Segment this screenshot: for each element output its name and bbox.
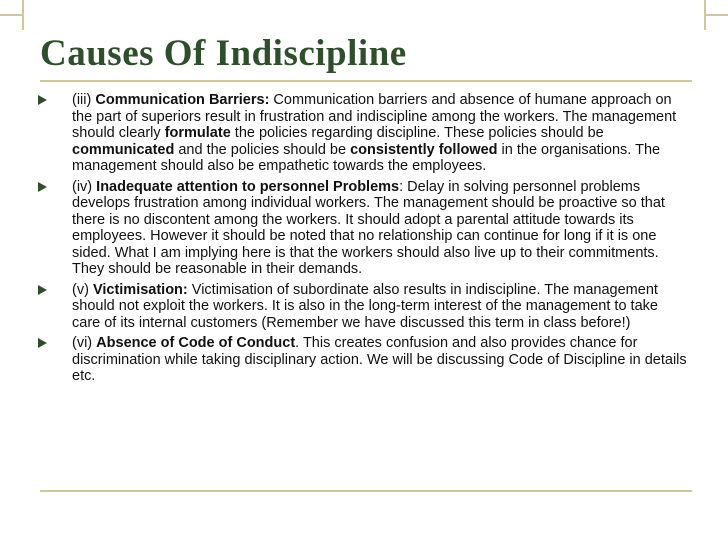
item-emphasis: communicated xyxy=(72,141,175,158)
item-emphasis: consistently followed xyxy=(350,141,498,158)
item-text: : Delay in solving personnel problems develops frustration among individual workers. The management should be proactive so that there is no discontent among the workers. It should adopt a parental attitude towards its employees. However it should be noted that no relationship can continue for long if it is one sided. What I am implying here is that the workers should also live up to their commitments. They should be reasonable in their demands. xyxy=(72,178,665,277)
bottom-divider xyxy=(40,490,692,492)
item-prefix: (iv) xyxy=(72,178,97,195)
title-divider xyxy=(40,80,692,82)
item-text: and the policies should be xyxy=(174,141,351,158)
item-heading: Communication Barriers: xyxy=(95,92,270,108)
item-heading: Inadequate attention to personnel Problems xyxy=(96,178,400,195)
list-item xyxy=(38,92,688,175)
list-item xyxy=(38,335,688,385)
item-heading: Absence of Code of Conduct xyxy=(96,335,296,351)
bullet-list xyxy=(38,92,688,389)
item-text: the policies regarding discipline. These policies should be xyxy=(230,125,604,141)
bullet-icon xyxy=(38,95,47,105)
item-prefix: (iii) xyxy=(72,92,96,108)
item-text: . This creates confusion and also provides chance for discrimination while taking disciplinary action. We will be discussing Code of Discipline in details etc. xyxy=(72,335,687,384)
item-prefix: (vi) xyxy=(72,335,97,351)
item-emphasis: formulate xyxy=(164,125,231,141)
top-left-decor-line xyxy=(0,14,24,16)
list-item xyxy=(38,179,688,278)
bullet-icon xyxy=(38,285,47,295)
item-text: Victimisation of subordinate also results in indiscipline. The management should not exploit the workers. It is also in the long-term interest of the management to take care of its internal customers (Remember we have discussed this term in class before!) xyxy=(72,281,658,331)
item-heading: Victimisation: xyxy=(92,281,188,298)
top-left-decor-line xyxy=(22,0,24,30)
item-text: Communication barriers and absence of humane approach on the part of superiors result in frustration and indiscipline among the workers. The management should clearly xyxy=(72,92,677,141)
bullet-icon xyxy=(38,182,47,192)
top-right-decor-line xyxy=(704,14,728,16)
item-text: in the organisations. The management should also be empathetic towards the employees. xyxy=(72,141,661,174)
item-prefix: (v) xyxy=(72,281,93,298)
top-right-decor-line xyxy=(704,0,706,30)
list-item xyxy=(38,282,688,332)
slide-title: Causes Of Indiscipline xyxy=(40,33,407,74)
bullet-icon xyxy=(38,338,47,348)
